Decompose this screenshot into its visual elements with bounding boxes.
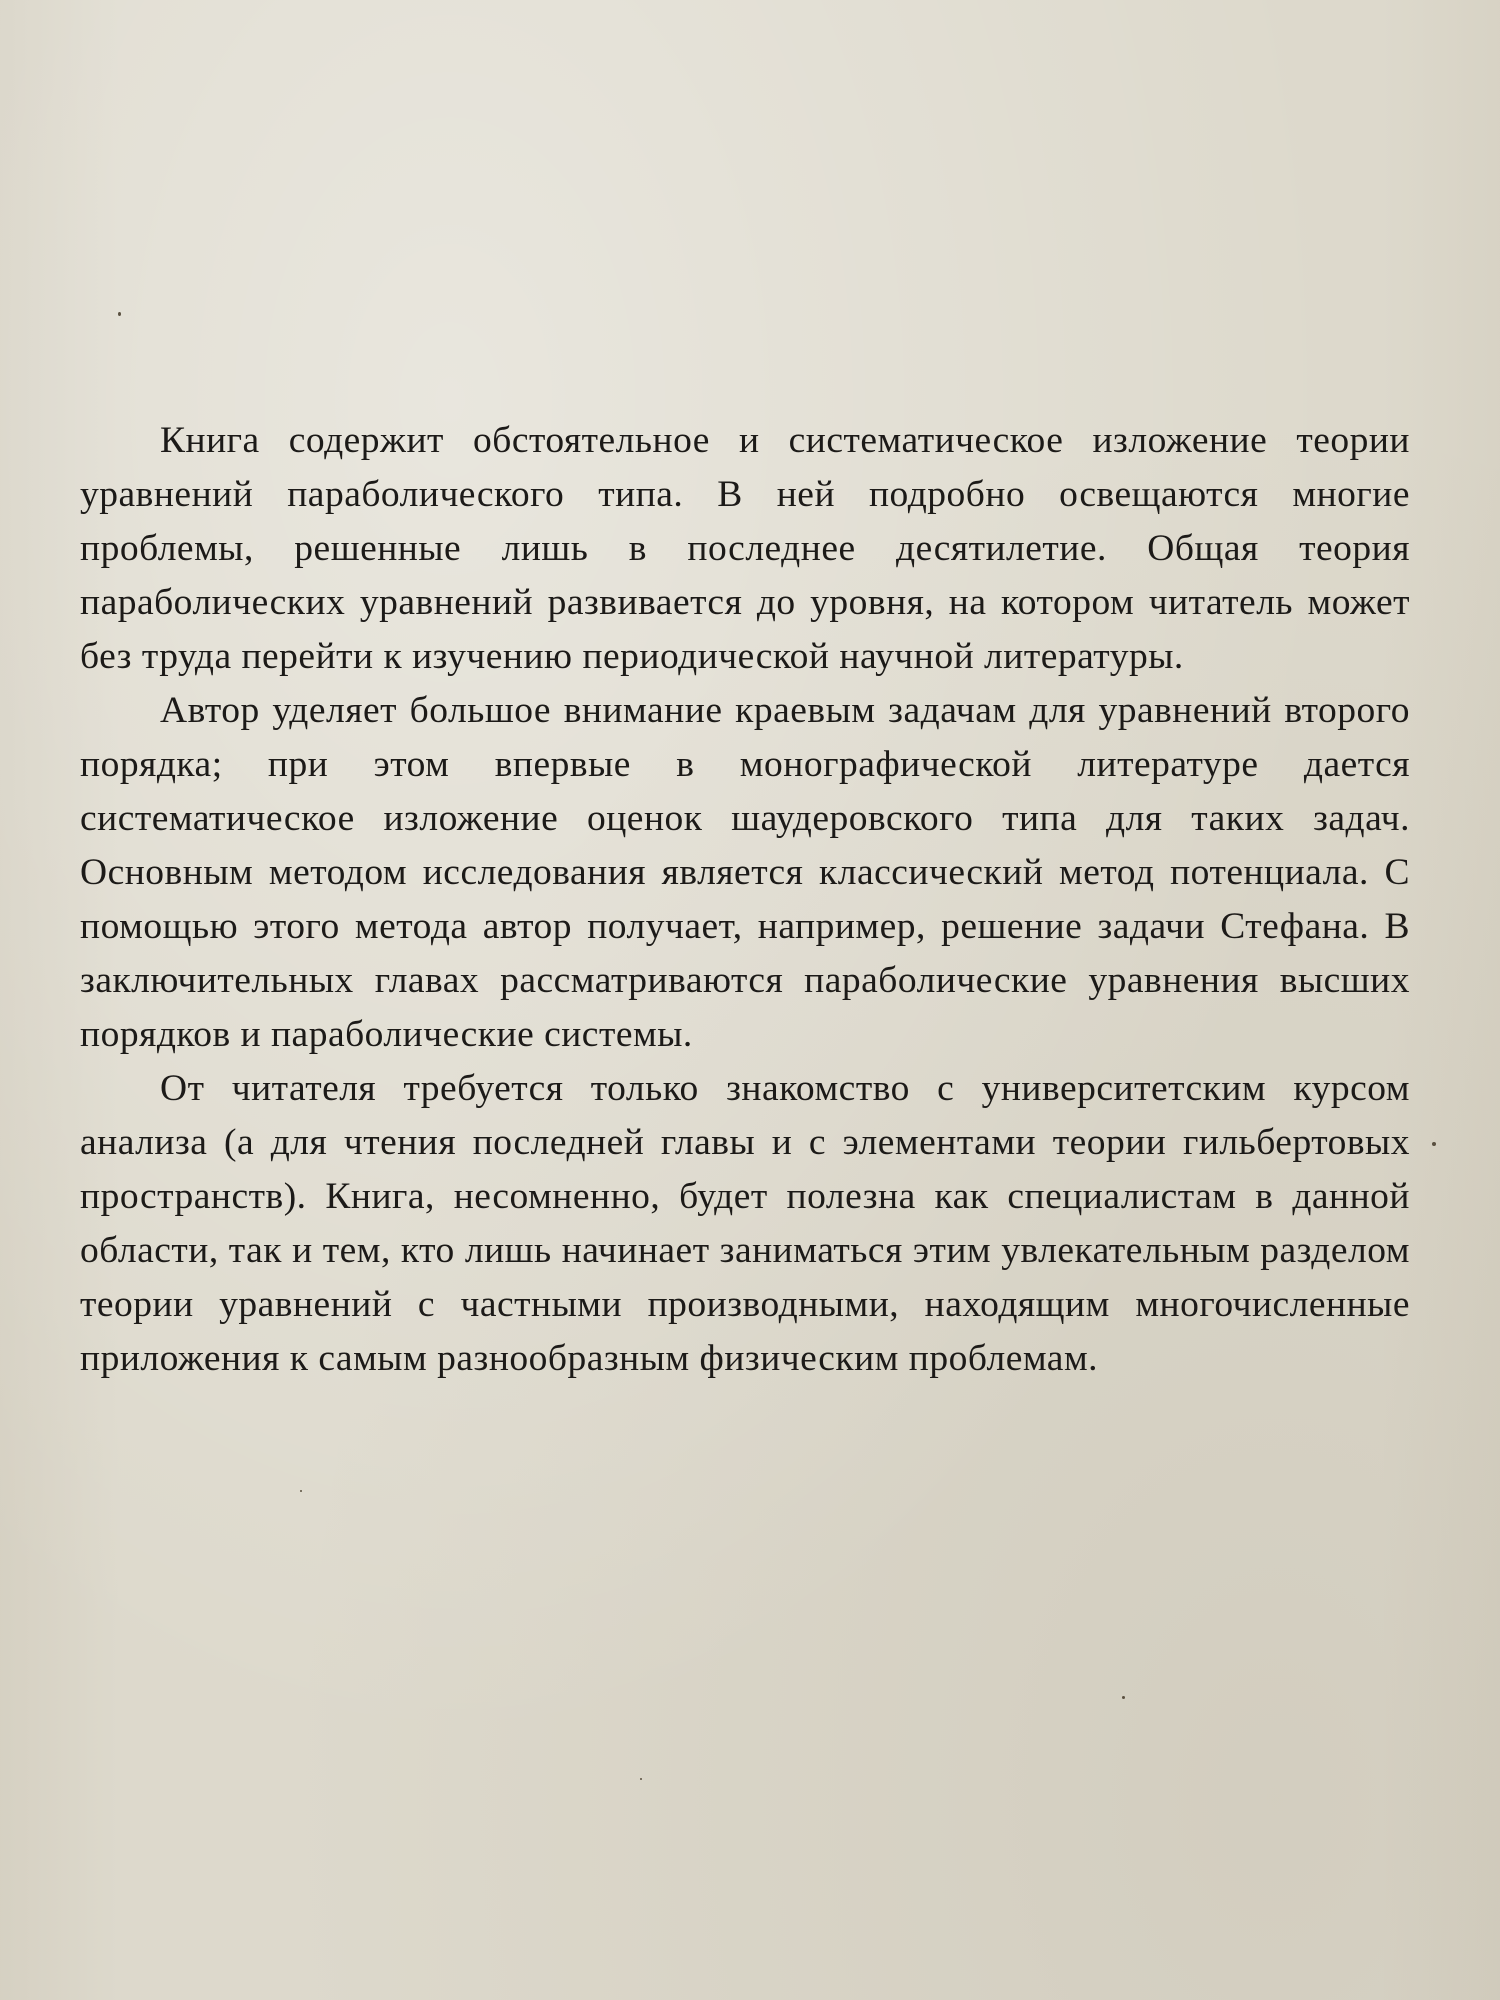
paper-speck [1122,1696,1125,1699]
paper-speck [1432,1142,1436,1146]
annotation-paragraph-3: От читателя требуется только знакомство с университетским курсом анализа (а для чтения последней главы и с элементами теории гильбертовых пространств). Книга, несомненно, будет полезна как специалистам в данной области, так и тем, кто лишь начинает заниматься этим увлекательным разделом теории уравнений с частными производными, находящим многочисленные приложения к самым разнообразным физическим проблемам. [80,1068,1410,1379]
book-annotation [80,414,1410,1386]
paper-speck [640,1778,642,1780]
paper-speck [300,1490,302,1492]
annotation-paragraph-1: Книга содержит обстоятельное и систематическое изложение теории уравнений параболического типа. В ней подробно освещаются многие проблемы, решенные лишь в последнее десятилетие. Общая теория параболических уравнений развивается до уровня, на котором читатель может без труда перейти к изучению периодической научной литературы. [80,420,1410,677]
paper-speck [118,312,121,316]
annotation-paragraph-2: Автор уделяет большое внимание краевым задачам для уравнений второго порядка; при этом впервые в монографической литературе дается систематическое изложение оценок шаудеровского типа для таких задач. Основным методом исследования является классический метод потенциала. С помощью этого метода автор получает, например, решение задачи Стефана. В заключительных главах рассматриваются параболические уравнения высших порядков и параболические системы. [80,690,1410,1055]
